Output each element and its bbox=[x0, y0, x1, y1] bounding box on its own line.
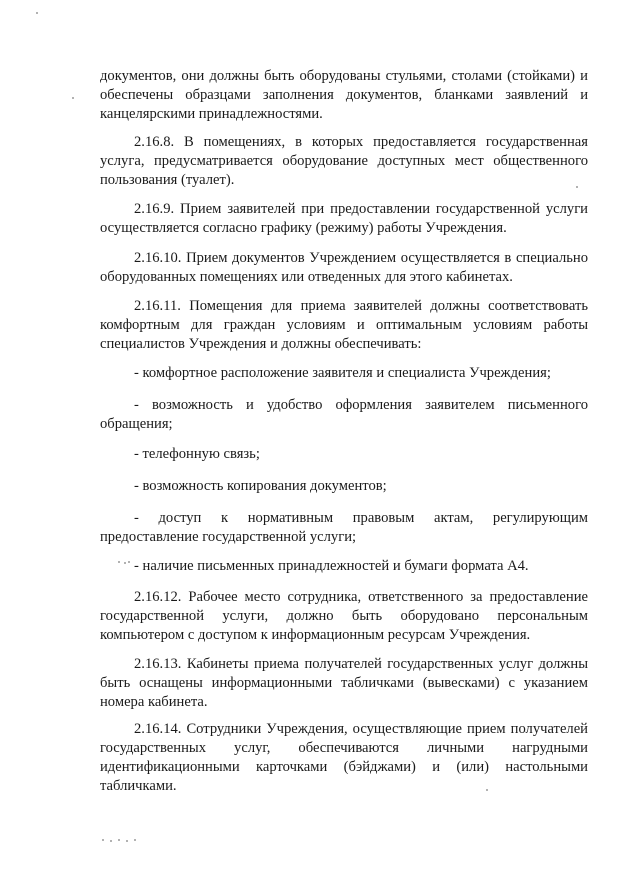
scan-speck bbox=[128, 561, 130, 563]
paragraph-2-16-13: 2.16.13. Кабинеты приема получателей государственных услуг должны быть оснащены информационными табличками (вывесками) с указанием номера кабинета. bbox=[100, 656, 588, 710]
scan-speck bbox=[134, 839, 136, 841]
scan-speck bbox=[118, 839, 120, 841]
scan-speck bbox=[72, 97, 74, 99]
paragraph-2-16-12: 2.16.12. Рабочее место сотрудника, ответственного за предоставление государственной услуги, должно быть оборудовано персональным компьютером с доступом к информационным ресурсам Учреждения. bbox=[100, 589, 588, 643]
scan-speck bbox=[102, 839, 104, 841]
paragraph-2-16-8: 2.16.8. В помещениях, в которых предоставляется государственная услуга, предусматривается оборудование доступных мест общественного пользования (туалет). bbox=[100, 134, 588, 188]
list-item-comfortable-placement: - комфортное расположение заявителя и специалиста Учреждения; bbox=[134, 365, 551, 381]
scan-speck bbox=[118, 561, 120, 563]
scan-speck bbox=[110, 840, 112, 842]
scan-speck bbox=[486, 789, 488, 791]
list-item-legal-acts-continuation: предоставление государственной услуги; bbox=[100, 529, 357, 545]
paragraph-2-16-10: 2.16.10. Прием документов Учреждением осуществляется в специально оборудованных помещениях или отведенных для этого кабинетах. bbox=[100, 250, 588, 285]
list-item-legal-acts: - доступ к нормативным правовым актам, регулирующим bbox=[134, 510, 588, 526]
paragraph-continuation: документов, они должны быть оборудованы стульями, столами (стойками) и обеспечены образцами заполнения документов, бланками заявлений и канцелярскими принадлежностями. bbox=[100, 68, 588, 122]
paragraph-2-16-11: 2.16.11. Помещения для приема заявителей должны соответствовать комфортным для граждан условиям и оптимальным условиям работы специалистов Учреждения и должны обеспечивать: bbox=[100, 298, 588, 352]
list-item-copying: - возможность копирования документов; bbox=[134, 478, 387, 494]
scan-speck bbox=[126, 840, 128, 842]
scan-speck bbox=[36, 12, 38, 14]
paragraph-2-16-14: 2.16.14. Сотрудники Учреждения, осуществляющие прием получателей государственных услуг, обеспечиваются личными нагрудными идентификационными карточками (бэйджами) и (или) настольными табличками. bbox=[100, 721, 588, 794]
scan-speck bbox=[576, 186, 578, 188]
list-item-written-request: - возможность и удобство оформления заявителем письменного обращения; bbox=[100, 397, 588, 432]
list-item-stationery: - наличие письменных принадлежностей и бумаги формата А4. bbox=[134, 558, 529, 574]
scan-speck bbox=[124, 562, 126, 564]
list-item-telephone: - телефонную связь; bbox=[134, 446, 260, 462]
paragraph-2-16-9: 2.16.9. Прием заявителей при предоставлении государственной услуги осуществляется согласно графику (режиму) работы Учреждения. bbox=[100, 201, 588, 236]
